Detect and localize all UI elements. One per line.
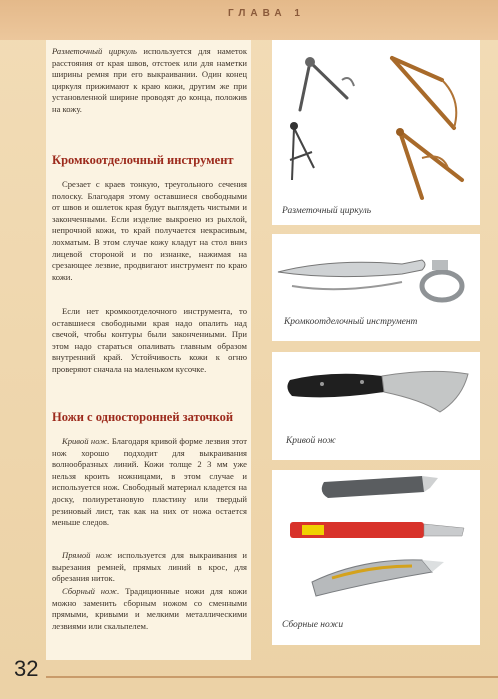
assembled-knives-illustration (272, 470, 480, 620)
edge-tool-caption: Кромкоотделочный инструмент (284, 317, 418, 327)
header-band (0, 0, 498, 40)
assembled-knife-text: Традиционные ножи для кожи можно заменить сборным ножом со сменными прямыми, кривыми и мелкими металлическими лезвиями или скальпелем. (52, 586, 247, 631)
assembled-knife-term: Сборный нож. (62, 586, 120, 596)
assembled-knives-caption: Сборные ножи (282, 620, 344, 630)
chapter-title: ГЛАВА 1 (228, 8, 305, 19)
curved-knife-caption: Кривой нож (286, 436, 336, 446)
curved-knife-paragraph (52, 436, 247, 529)
compass-figure (272, 40, 480, 225)
assembled-knives-figure (272, 470, 480, 645)
curved-knife-term: Кривой нож. (62, 436, 110, 446)
page-number: 32 (14, 656, 39, 681)
straight-knife-text: используется для выкраивания и вырезания ремней, прямых линий в крос, для обрезания ниток. (52, 550, 247, 584)
edge-tool-heading: Кромкоотделочный инструмент (52, 153, 234, 167)
compass-paragraph (52, 46, 247, 116)
straight-knife-paragraph (52, 550, 247, 585)
curved-knife-text: Благодаря кривой форме лезвия этот нож хорошо подходит для выкраивания волнообразных линий. Кожи толще 2 3 мм уже нельзя кроить ножницами, в этом случае и используется нож. Свободный материал кладется на доску, полиуретановую пластину или твердый резиновый лист, так как на них от ножа остается меньше следов. (52, 436, 247, 528)
edge-tool-paragraph-2: Если нет кромкоотделочного инструмента, то оставшиеся свободными края надо опалить над свечой, чтобы контуры были закончениыми. При этом надо стараться опаливать главным образом внутренний край. Устойчивость кожи к огню проверяют сначала на маленьком кусочке. (52, 306, 247, 374)
figure-column (272, 40, 480, 660)
bottom-rule (46, 676, 498, 678)
straight-knife-term: Прямой нож (62, 550, 113, 560)
knives-heading: Ножи с односторонней заточкой (52, 410, 234, 424)
curved-knife-figure (272, 352, 480, 460)
compass-term: Разметочный циркуль (52, 46, 137, 56)
edge-tool-illustration (272, 234, 480, 324)
edge-tool-paragraph-1: Срезает с краев тонкую, треугольного сечения полоску. Благодаря этому оставшиеся свободными от швов и ошлеток края будут выглядеть чистыми и законченными. Если изделие выкроено из рыхлой, непрочной кожи, то край получается некрасивым, лохматым. В этом случае кожу кладут на стол вниз лицевой стороной и по изнанке, нажимая на срезающее лезвие, продвигают инструмент по краю кожи. (52, 179, 247, 282)
compass-caption: Разметочный циркуль (282, 206, 372, 216)
assembled-knife-paragraph (52, 586, 247, 632)
compass-text: используется для наметок расстояния от края швов, отстоек или для наметки ширины ремня при его выкраивании. Один конец циркуля прижимают к краю кожи, другим же при установленной ширине проводят до конца, положив на кожу. (52, 46, 248, 114)
compass-illustration (272, 40, 480, 225)
edge-tool-figure (272, 234, 480, 341)
curved-knife-illustration (272, 352, 480, 442)
